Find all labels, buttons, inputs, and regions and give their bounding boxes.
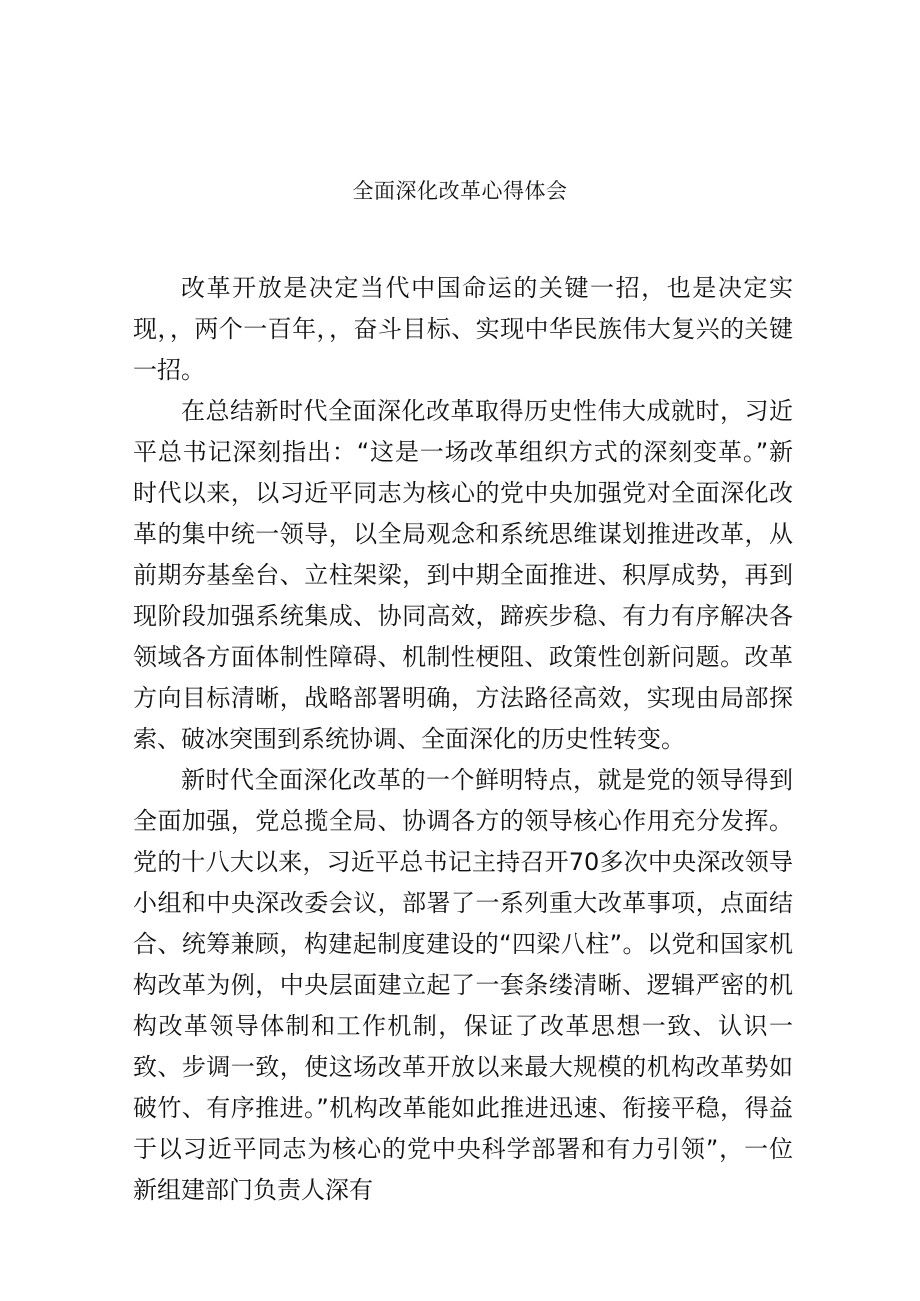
- paragraph-1: 改革开放是决定当代中国命运的关键一招，也是决定实现，，两个一百年，，奋斗目标、实现中华民族伟大复兴的关键一招。: [133, 274, 793, 384]
- document-title: 全面深化改革心得体会: [352, 179, 568, 203]
- paragraph-3: 新时代全面深化改革的一个鲜明特点，就是党的领导得到全面加强，党总揽全局、协调各方的领导核心作用充分发挥。党的十八大以来，习近平总书记主持召开70多次中央深改领导小组和中央深改委会议，部署了一系列重大改革事项，点面结合、统筹兼顾，构建起制度建设的“四梁八柱”。以党和国家机构改革为例，中央层面建立起了一套条缕清晰、逻辑严密的机构改革领导体制和工作机制，保证了改革思想一致、认识一致、步调一致，使这场改革开放以来最大规模的机构改革势如破竹、有序推进。”机构改革能如此推进迅速、衔接平稳，得益于以习近平同志为核心的党中央科学部署和有力引领”，一位新组建部门负责人深有: [133, 766, 793, 1204]
- document-body: [133, 268, 793, 1211]
- paragraph-2: 在总结新时代全面深化改革取得历史性伟大成就时，习近平总书记深刻指出：“这是一场改革组织方式的深刻变革。”新时代以来，以习近平同志为核心的党中央加强党对全面深化改革的集中统一领导，以全局观念和系统思维谋划推进改革，从前期夯基垒台、立柱架梁，到中期全面推进、积厚成势，再到现阶段加强系统集成、协同高效，蹄疾步稳、有力有序解决各领域各方面体制性障碍、机制性梗阻、政策性创新问题。改革方向目标清晰，战略部署明确，方法路径高效，实现由局部探索、破冰突围到系统协调、全面深化的历史性转变。: [133, 397, 793, 753]
